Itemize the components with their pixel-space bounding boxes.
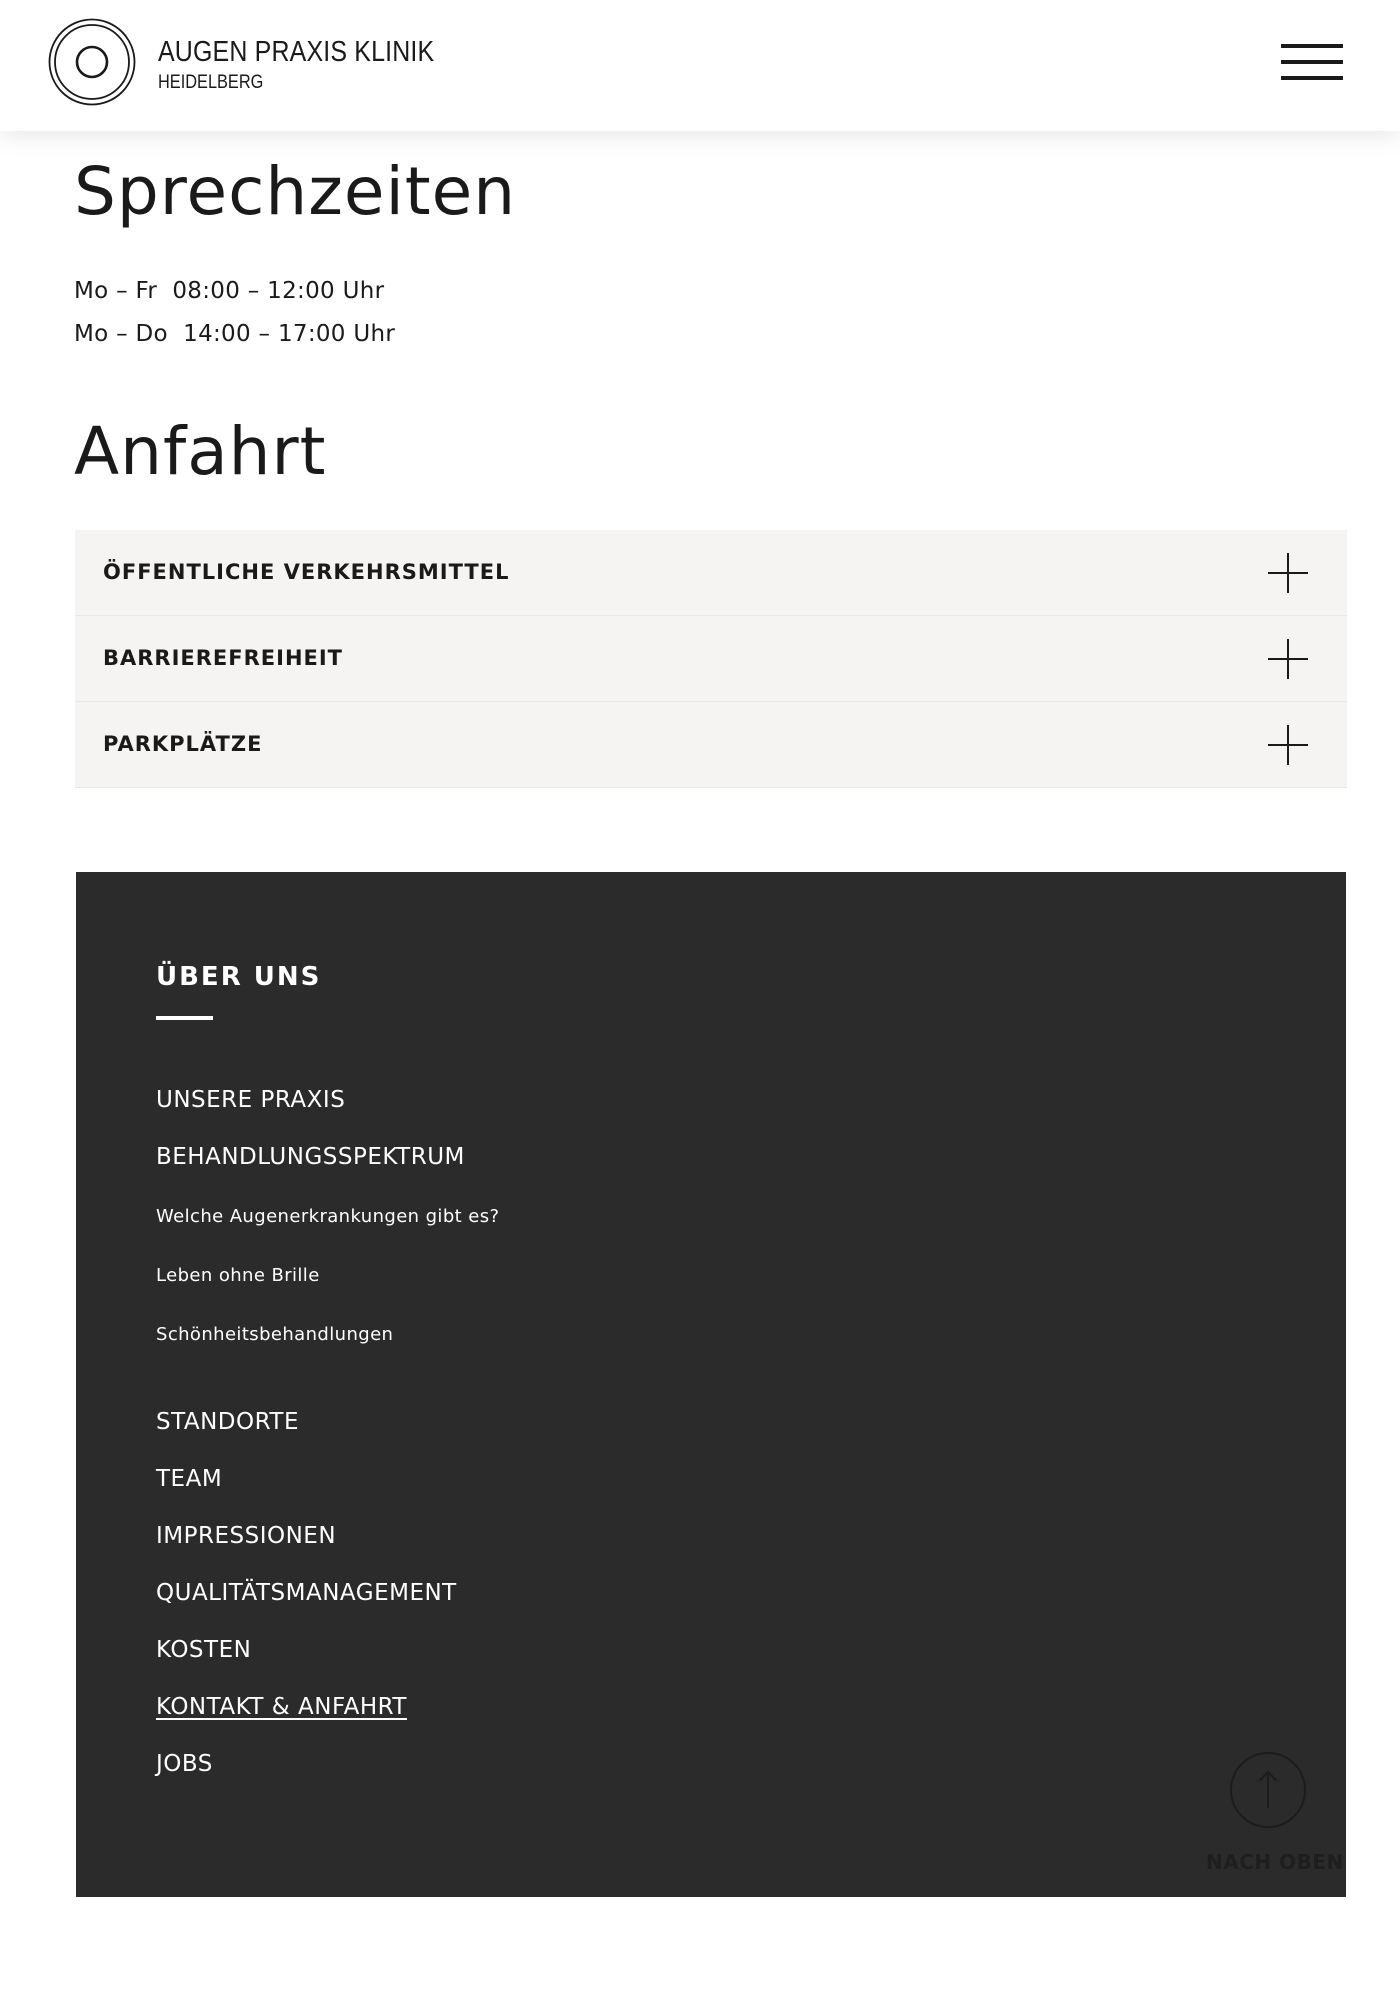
footer-heading: ÜBER UNS bbox=[156, 962, 322, 992]
arrow-up-icon bbox=[1252, 1768, 1284, 1812]
footer-link-kontakt-anfahrt[interactable]: KONTAKT & ANFAHRT bbox=[156, 1694, 407, 1720]
logo-title: AUGEN PRAXIS KLINIK bbox=[158, 36, 435, 68]
anfahrt-accordion bbox=[75, 530, 1347, 788]
opening-hours-line: Mo – Do 14:00 – 17:00 Uhr bbox=[74, 321, 396, 347]
footer-link-leben-ohne-brille[interactable]: Leben ohne Brille bbox=[156, 1265, 320, 1286]
footer-link-team[interactable]: TEAM bbox=[156, 1466, 223, 1492]
site-header bbox=[0, 0, 1400, 131]
footer-link-jobs[interactable]: JOBS bbox=[156, 1751, 213, 1777]
footer-link-schoenheitsbehandlungen[interactable]: Schönheitsbehandlungen bbox=[156, 1324, 394, 1345]
footer-link-standorte[interactable]: STANDORTE bbox=[156, 1409, 300, 1435]
hamburger-menu-icon[interactable] bbox=[1281, 40, 1345, 86]
back-to-top-label: NACH OBEN bbox=[1206, 1850, 1344, 1874]
accordion-label: PARKPLÄTZE bbox=[103, 732, 263, 756]
accordion-label: ÖFFENTLICHE VERKEHRSMITTEL bbox=[103, 560, 510, 584]
opening-hours-line: Mo – Fr 08:00 – 12:00 Uhr bbox=[74, 278, 385, 304]
opening-hours bbox=[74, 270, 395, 356]
footer-link-impressionen[interactable]: IMPRESSIONEN bbox=[156, 1523, 337, 1549]
footer-heading-underline bbox=[156, 1016, 213, 1020]
footer bbox=[76, 872, 1346, 1897]
plus-icon[interactable] bbox=[1268, 639, 1308, 679]
concentric-circles-logo-icon bbox=[48, 18, 136, 106]
menu-line bbox=[1281, 76, 1343, 80]
plus-icon[interactable] bbox=[1268, 553, 1308, 593]
footer-link-augenerkrankungen[interactable]: Welche Augenerkrankungen gibt es? bbox=[156, 1206, 500, 1227]
footer-link-behandlungsspektrum[interactable]: BEHANDLUNGSSPEKTRUM bbox=[156, 1144, 465, 1170]
footer-link-qualitaetsmanagement[interactable]: QUALITÄTSMANAGEMENT bbox=[156, 1580, 457, 1606]
accordion-item-oeffentliche-verkehrsmittel[interactable] bbox=[75, 530, 1347, 616]
accordion-item-parkplaetze[interactable] bbox=[75, 702, 1347, 788]
plus-icon[interactable] bbox=[1268, 725, 1308, 765]
anfahrt-heading: Anfahrt bbox=[74, 413, 327, 490]
logo-wordmark bbox=[158, 30, 479, 94]
sprechzeiten-heading: Sprechzeiten bbox=[74, 153, 517, 230]
accordion-item-barrierefreiheit[interactable] bbox=[75, 616, 1347, 702]
logo-subtitle: HEIDELBERG bbox=[158, 72, 264, 93]
footer-link-unsere-praxis[interactable]: UNSERE PRAXIS bbox=[156, 1087, 346, 1113]
accordion-label: BARRIEREFREIHEIT bbox=[103, 646, 344, 670]
footer-link-kosten[interactable]: KOSTEN bbox=[156, 1637, 252, 1663]
menu-line bbox=[1281, 44, 1343, 48]
back-to-top-circle bbox=[1230, 1752, 1306, 1828]
menu-line bbox=[1281, 60, 1343, 64]
logo-link[interactable] bbox=[48, 18, 479, 106]
back-to-top-button[interactable] bbox=[1206, 1752, 1344, 1882]
